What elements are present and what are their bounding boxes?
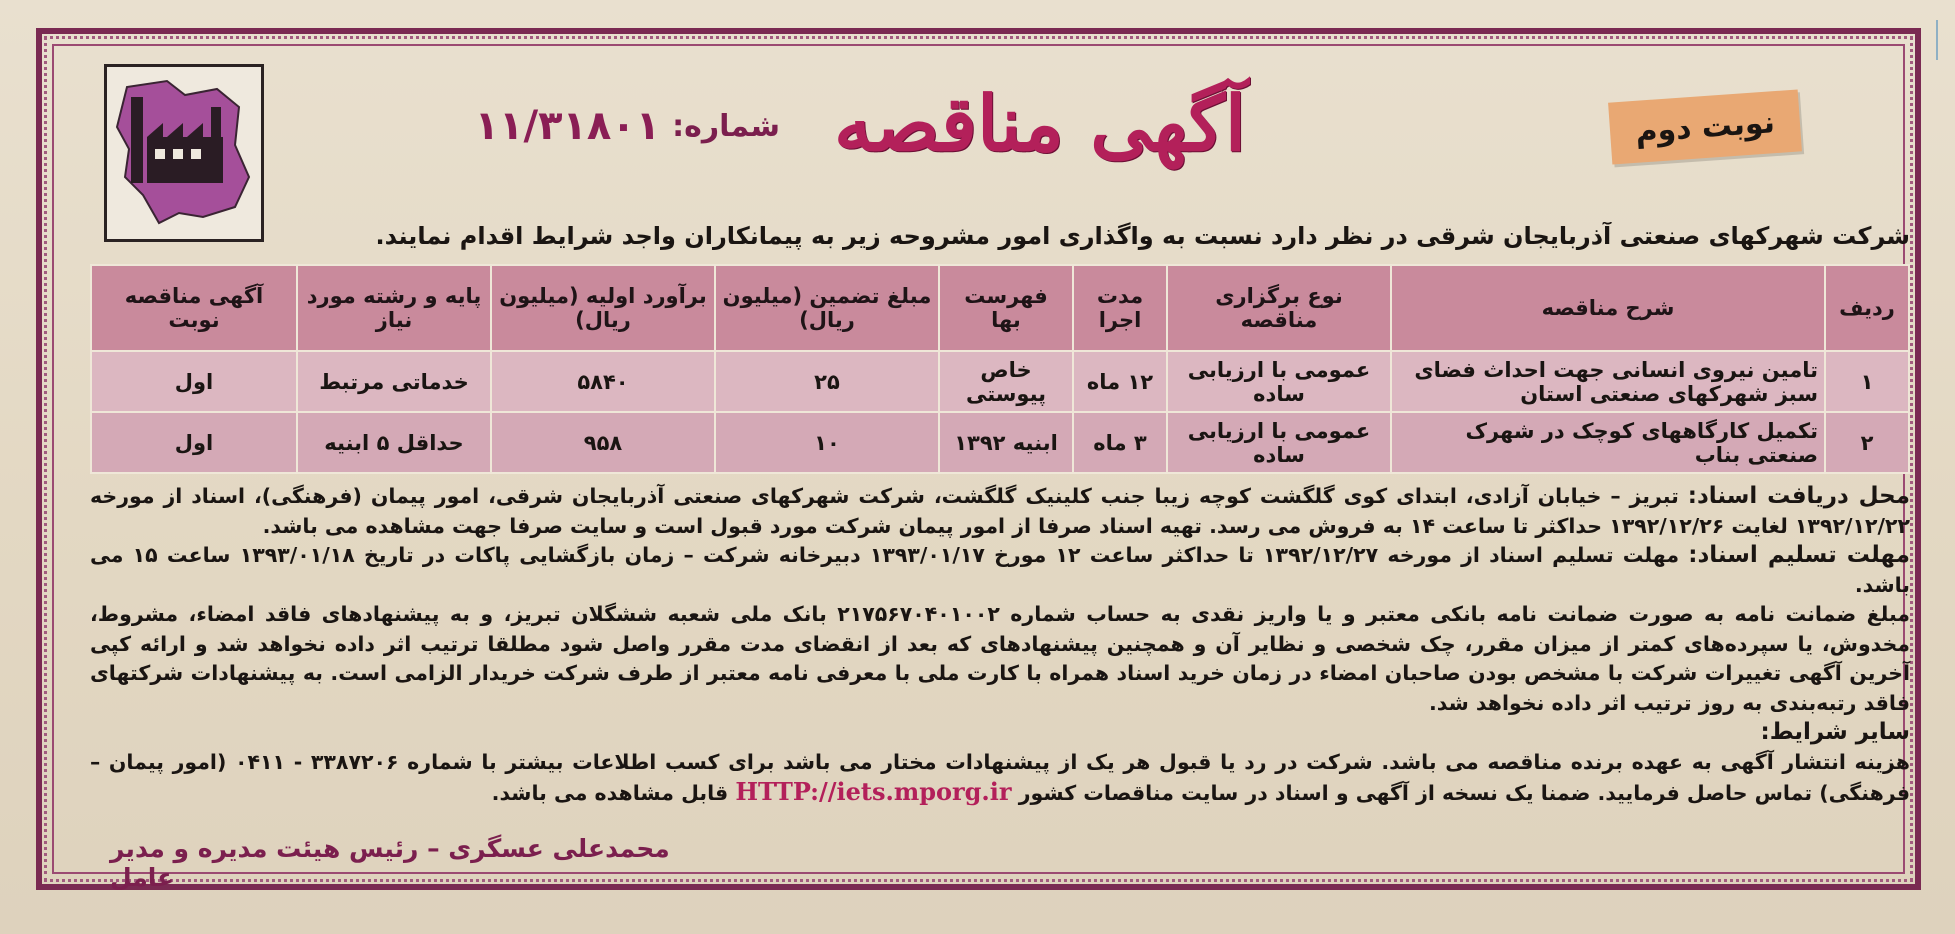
other-label: سایر شرایط: [1760,719,1910,745]
cell-round: اول [91,351,297,412]
iran-map-factory-icon [107,67,261,239]
cell-type: عمومی با ارزیابی ساده [1167,351,1391,412]
conditions-text [90,482,1910,842]
header-round: آگهی مناقصه نوبت [91,265,297,351]
tender-site-link[interactable]: HTTP://iets.mporg.ir [735,777,1012,806]
cell-guarantee: ۲۵ [715,351,939,412]
header-row-number: ردیف [1825,265,1909,351]
header-guarantee: مبلغ تضمین (میلیون ریال) [715,265,939,351]
other-text-after: قابل مشاهده می باشد. [491,781,729,805]
cell-duration: ۳ ماه [1073,412,1167,473]
round-badge: نوبت دوم [1608,89,1802,164]
cell-grade: حداقل ۵ ابنیه [297,412,491,473]
paper-mark [1936,20,1938,60]
header-price-list: فهرست بها [939,265,1073,351]
signature: محمدعلی عسگری – رئیس هیئت مدیره و مدیر عامل [110,834,670,892]
other-paragraph [90,748,1910,809]
cell-row-number: ۱ [1825,351,1909,412]
docs-text: تبریز – خیابان آزادی، ابتدای کوی گلگشت کوچه زیبا جنب کلینیک گلگشت، شرکت شهرکهای صنعتی آذربایجان شرقی، امور پیمان (فرهنگی)، اسناد از مورخه ۱۳۹۲/۱۲/۲۲ لغایت ۱۳۹۲/۱۲/۲۶ حداکثر تا ساعت ۱۴ به فروش می رسد. تهیه اسناد صرفا از امور پیمان شرکت مورد قبول است و سایت صرفا جهت مشاهده می باشد. [90,484,1910,538]
other-label-paragraph [90,718,1910,748]
cell-duration: ۱۲ ماه [1073,351,1167,412]
header-estimate: برآورد اولیه (میلیون ریال) [491,265,715,351]
header-description: شرح مناقصه [1391,265,1825,351]
cell-type: عمومی با ارزیابی ساده [1167,412,1391,473]
cell-price-list: ابنیه ۱۳۹۲ [939,412,1073,473]
delivery-text: مهلت تسلیم اسناد از مورخه ۱۳۹۲/۱۲/۲۷ تا حداکثر ساعت ۱۲ مورخ ۱۳۹۳/۰۱/۱۷ دبیرخانه شرکت – زمان بازگشایی پاکات در تاریخ ۱۳۹۳/۰۱/۱۸ ساعت ۱۵ می باشد. [90,543,1910,597]
delivery-paragraph [90,541,1910,600]
header-grade: پایه و رشته مورد نیاز [297,265,491,351]
cell-description: تامین نیروی انسانی جهت احداث فضای سبز شهرکهای صنعتی استان [1391,351,1825,412]
tender-table [90,264,1910,474]
cell-description: تکمیل کارگاههای کوچک در شهرک صنعتی بناب [1391,412,1825,473]
cell-round: اول [91,412,297,473]
tender-number-label: شماره: [672,108,780,144]
cell-row-number: ۲ [1825,412,1909,473]
table-header-row [91,265,1909,351]
tender-number-value: ۱۱/۳۱۸۰۱ [474,103,661,149]
company-logo [104,64,264,242]
cell-grade: خدماتی مرتبط [297,351,491,412]
headline: آگهی مناقصه [834,78,1246,168]
table-row [91,351,1909,412]
intro-text: شرکت شهرکهای صنعتی آذربایجان شرقی در نظر دارد نسبت به واگذاری امور مشروحه زیر به پیمانکاران واجد شرایط اقدام نمایند. [375,222,1910,250]
table-row [91,412,1909,473]
delivery-label: مهلت تسلیم اسناد: [1688,542,1910,568]
cell-price-list: خاص پیوستی [939,351,1073,412]
header-type: نوع برگزاری مناقصه [1167,265,1391,351]
docs-paragraph [90,482,1910,541]
other-text-before: هزینه انتشار آگهی به عهده برنده مناقصه می باشد. شرکت در رد یا قبول هر یک از پیشنهادات مختار می باشد برای کسب اطلاعات بیشتر با شماره ۳۳۸۷۲۰۶ - ۰۴۱۱ (امور پیمان – فرهنگی) تماس حاصل فرمایید. ضمنا یک نسخه از آگهی و اسناد در سایت مناقصات کشور [90,749,1910,805]
cell-estimate: ۵۸۴۰ [491,351,715,412]
header-duration: مدت اجرا [1073,265,1167,351]
cell-estimate: ۹۵۸ [491,412,715,473]
docs-label: محل دریافت اسناد: [1687,483,1910,509]
cell-guarantee: ۱۰ [715,412,939,473]
guarantee-paragraph: مبلغ ضمانت نامه به صورت ضمانت نامه بانکی معتبر و یا واریز نقدی به حساب شماره ۲۱۷۵۶۷۰۴۰۱۰۰۲ بانک ملی شعبه ششگلان تبریز، و به پیشنهادهای فاقد امضاء، مشروط، مخدوش، یا سپرده‌های کمتر از میزان مقرر، چک شخصی و نظایر آن و همچنین پیشنهادهای که بعد از انقضای مدت مقرر واصل شود مطلقا ترتیب اثر داده نخواهد شد و ارائه کپی آخرین آگهی تغییرات شرکت با مشخص بودن صاحبان امضاء در زمان خرید اسناد همراه با کارت ملی با معرفی نامه معتبر از طرف شرکت خریدار الزامی است. به پیشنهادات شرکتهای فاقد رتبه‌بندی به روز ترتیب اثر داده نخواهد شد. [90,602,1910,715]
tender-number [470,96,780,156]
